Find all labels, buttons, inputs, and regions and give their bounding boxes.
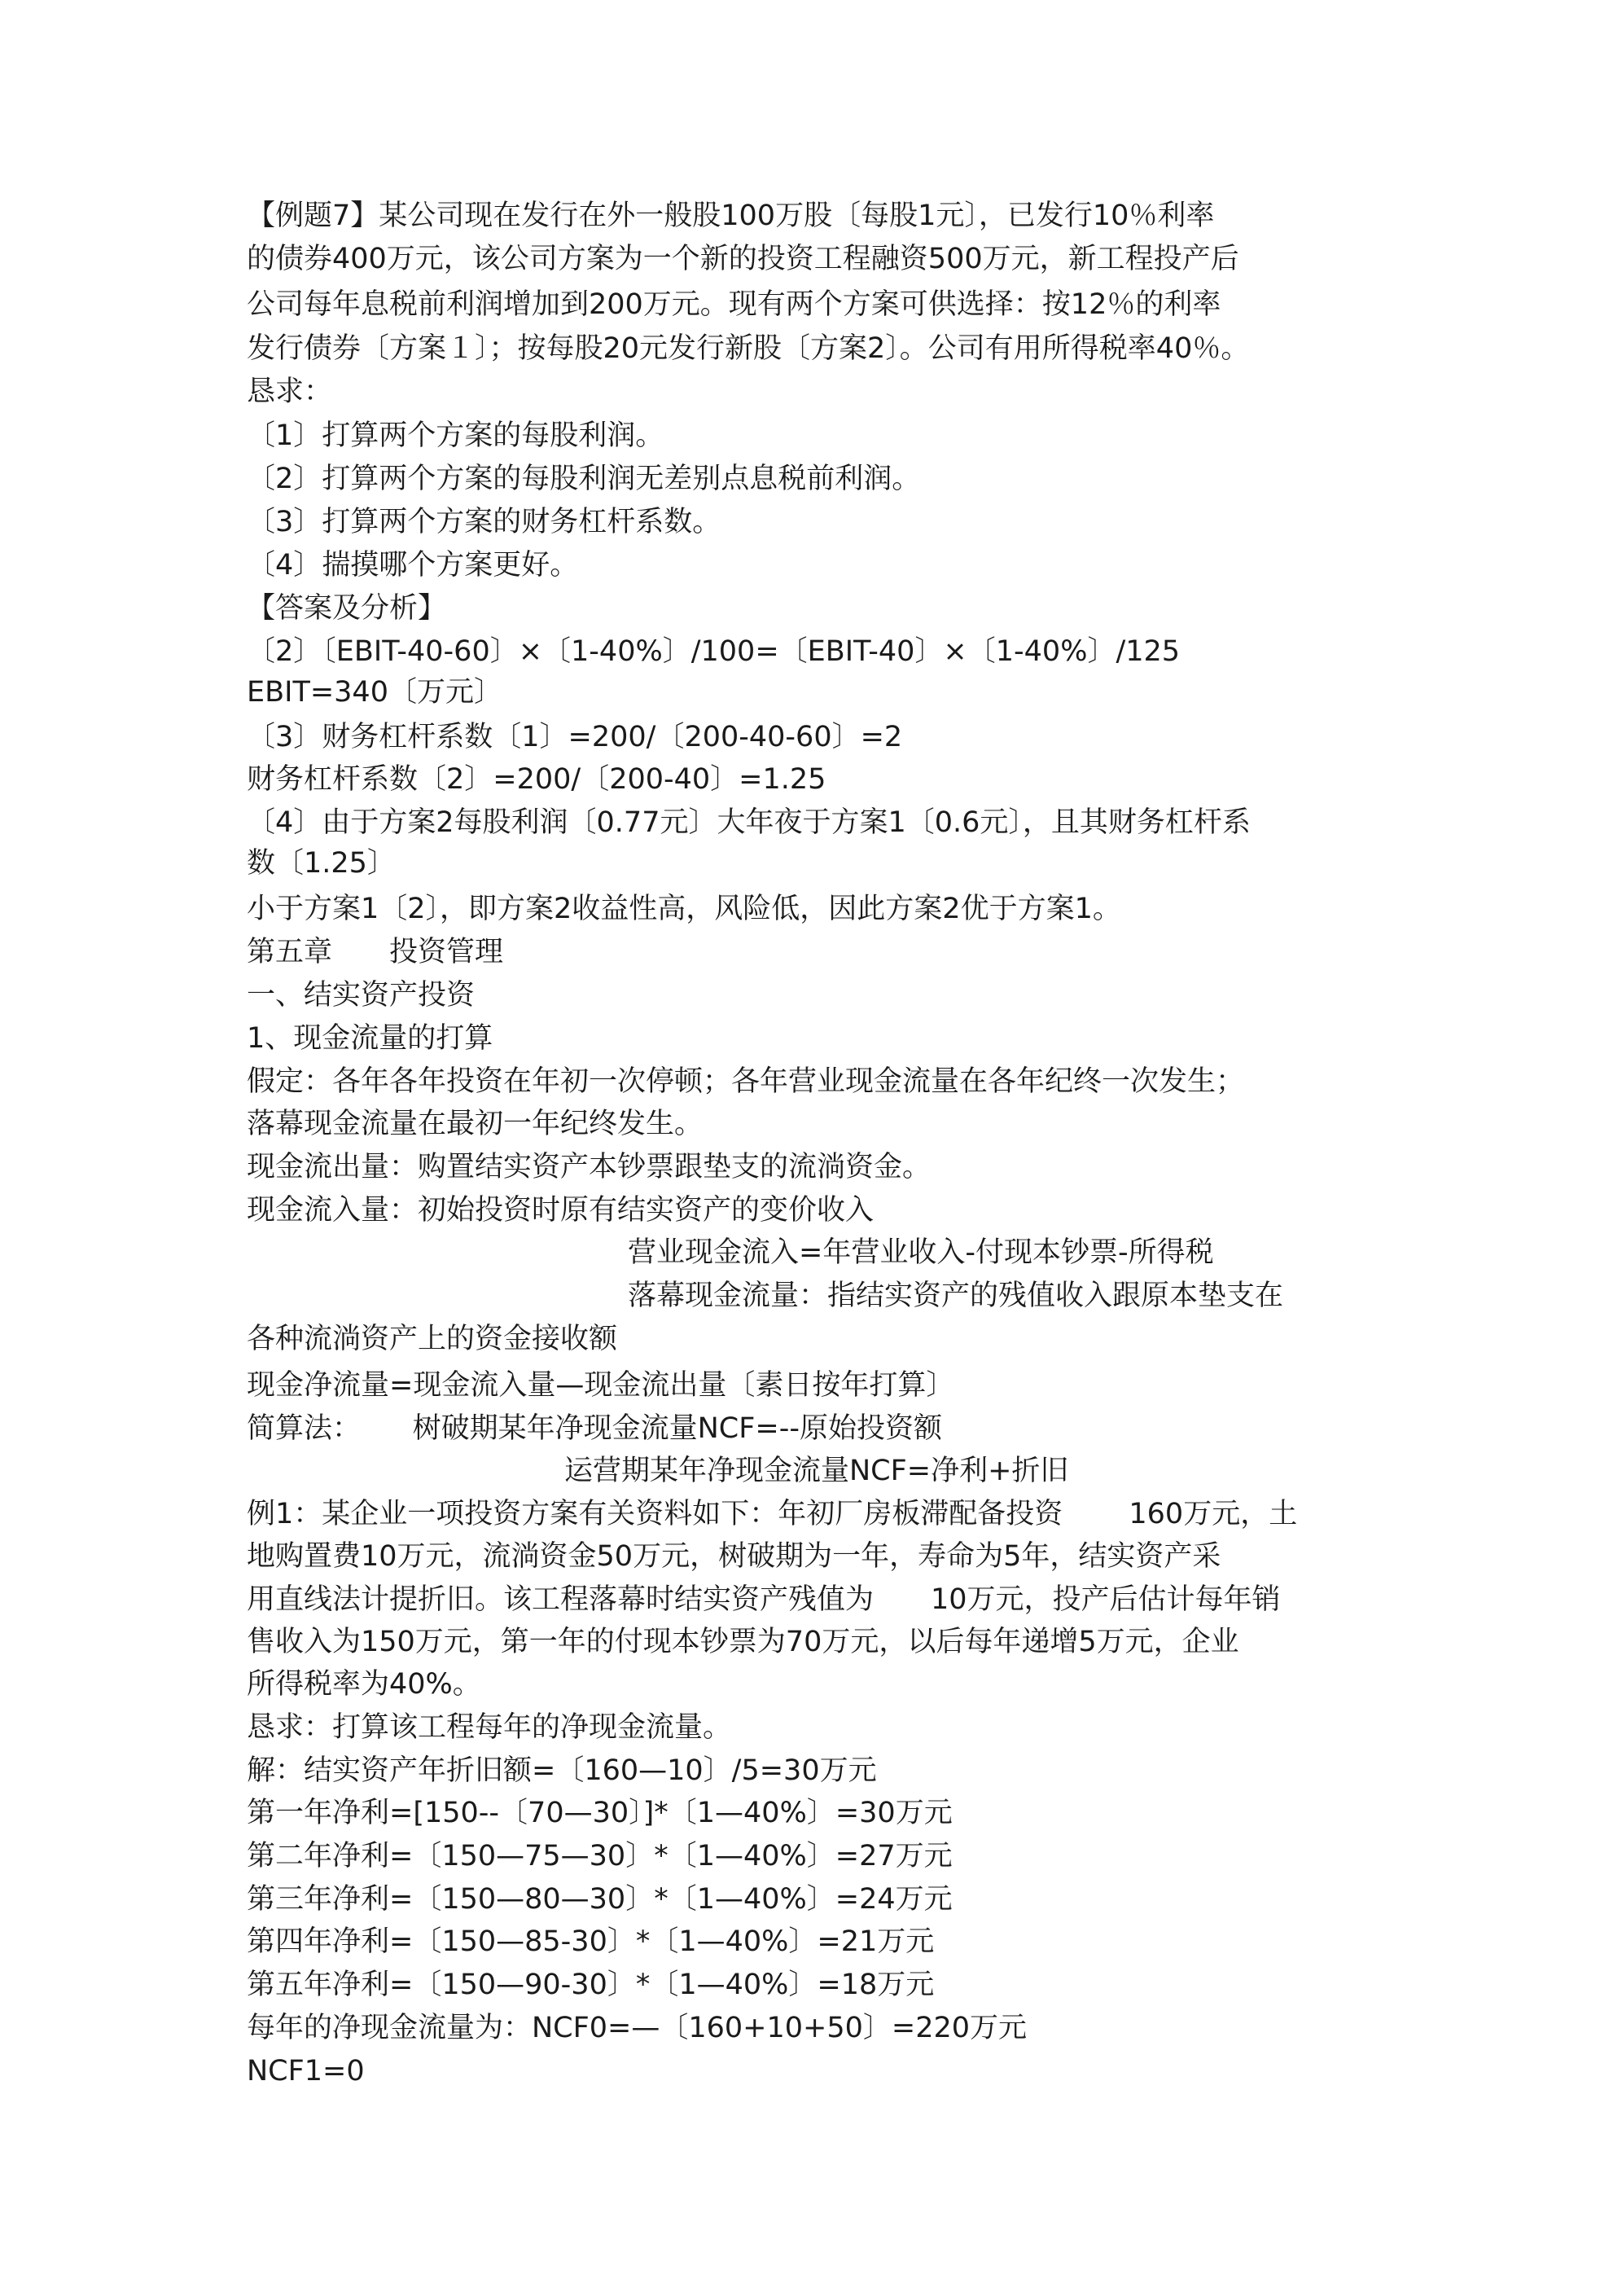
text-line: 小于方案1〔2〕，即方案2收益性高，风险低，因此方案2优于方案1。 [247,893,1121,925]
text-line: 〔4〕揣摸哪个方案更好。 [247,549,579,582]
formula-line: 解：结实资产年折旧额=〔160—10〕/5=30万元 [247,1754,877,1787]
text-line: 现金净流量=现金流入量—现金流出量〔素日按年打算〕 [247,1369,955,1402]
text-line: 恳求：打算该工程每年的净现金流量。 [247,1711,732,1744]
text-line: 〔1〕打算两个方案的每股利润。 [247,419,664,452]
formula-line: 〔2〕〔EBIT-40-60〕×〔1-40%〕/100=〔EBIT-40〕×〔1-40%〕/125 [247,635,1181,668]
text-heading: 【答案及分析】 [247,592,447,625]
text-line: 〔3〕打算两个方案的财务杠杆系数。 [247,506,721,538]
text-line: 简算法： 树破期某年净现金流量NCF=--原始投资额 [247,1412,942,1445]
chapter-heading: 第五章 投资管理 [247,936,504,968]
text-line: 所得税率为40%。 [247,1668,481,1701]
text-line: 地购置费10万元，流淌资金50万元，树破期为一年，寿命为5年，结实资产采 [247,1540,1221,1573]
formula-line: NCF1=0 [247,2055,365,2087]
text-line: 的债券400万元，该公司方案为一个新的投资工程融资500万元，新工程投产后 [247,243,1239,275]
text-line-indented: 运营期某年净现金流量NCF=净利+折旧 [564,1455,1069,1487]
text-line-indented: 落幕现金流量：指结实资产的残值收入跟原本垫支在 [628,1280,1284,1312]
text-line: 数〔1.25〕 [247,847,396,880]
text-line: 〔2〕打算两个方案的每股利润无差别点息税前利润。 [247,463,921,495]
formula-line: 第一年净利=[150--〔70—30〕]*〔1—40%〕=30万元 [247,1797,953,1829]
text-line: 落幕现金流量在最初一年纪终发生。 [247,1108,704,1140]
subsection-heading: 1、现金流量的打算 [247,1022,493,1055]
formula-line: 第三年净利=〔150—80—30〕*〔1—40%〕=24万元 [247,1883,953,1916]
formula-line: 每年的净现金流量为：NCF0=—〔160+10+50〕=220万元 [247,2012,1028,2044]
text-line: 现金流出量：购置结实资产本钞票跟垫支的流淌资金。 [247,1151,932,1183]
text-line: 【例题7】某公司现在发行在外一般股100万股〔每股1元〕，已发行10％利率 [247,200,1215,232]
text-line: 假定：各年各年投资在年初一次停顿；各年营业现金流量在各年纪终一次发生； [247,1065,1245,1098]
formula-line: 第五年净利=〔150—90-30〕*〔1—40%〕=18万元 [247,1969,935,2001]
section-heading: 一、结实资产投资 [247,979,476,1012]
formula-line: 〔3〕财务杠杆系数〔1〕=200/〔200-40-60〕=2 [247,721,903,753]
formula-line: 第四年净利=〔150—85-30〕*〔1—40%〕=21万元 [247,1925,935,1958]
text-line: 发行债券〔方案１〕；按每股20元发行新股〔方案2〕。公司有用所得税率40％。 [247,332,1250,365]
text-line: 恳求： [247,375,333,408]
formula-line: 第二年净利=〔150—75—30〕*〔1—40%〕=27万元 [247,1840,953,1872]
text-line: 〔4〕由于方案2每股利润〔0.77元〕大年夜于方案1〔0.6元〕，且其财务杠杆系 [247,806,1251,839]
text-line: 公司每年息税前利润增加到200万元。现有两个方案可供选择：按12％的利率 [247,288,1221,321]
text-line: 各种流淌资产上的资金接收额 [247,1323,618,1355]
text-line: 用直线法计提折旧。该工程落幕时结实资产残值为 10万元，投产后估计每年销 [247,1583,1281,1616]
formula-line: 财务杠杆系数〔2〕=200/〔200-40〕=1.25 [247,763,826,796]
text-line-indented: 营业现金流入=年营业收入-付现本钞票-所得税 [628,1236,1214,1269]
text-line: 售收入为150万元，第一年的付现本钞票为70万元，以后每年递增5万元，企业 [247,1626,1239,1658]
text-line: 现金流入量：初始投资时原有结实资产的变价收入 [247,1194,875,1227]
formula-line: EBIT=340〔万元〕 [247,676,502,709]
text-line: 例1：某企业一项投资方案有关资料如下：年初厂房板滞配备投资 160万元，土 [247,1498,1298,1530]
